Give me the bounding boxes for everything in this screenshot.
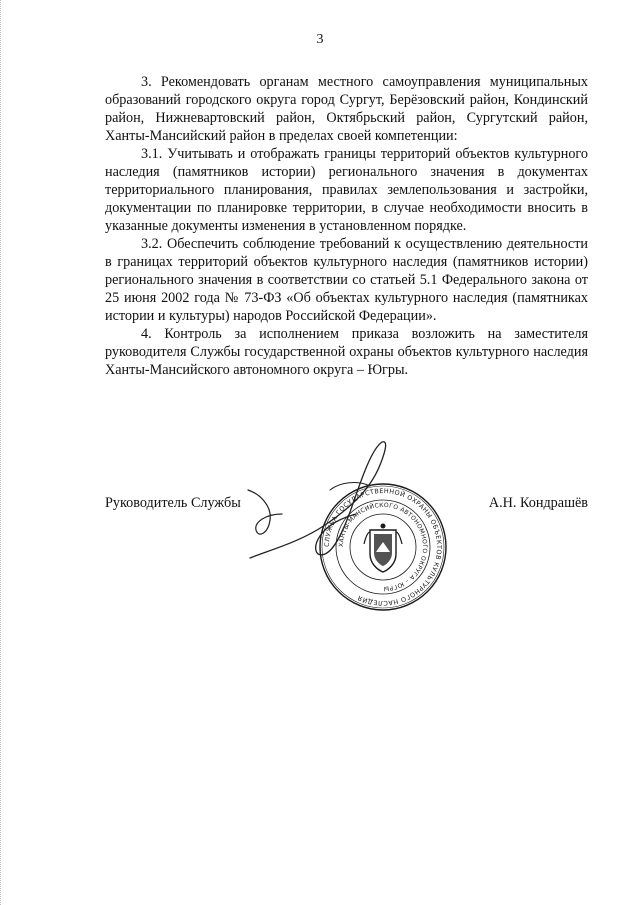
signatory-name: А.Н. Кондрашёв <box>488 495 588 511</box>
seal-inner-text: ХАНТЫ-МАНСИЙСКОГО АВТОНОМНОГО ОКРУГА – ЮГРЫ <box>337 501 429 593</box>
seal-outer-text: СЛУЖБА ГОСУДАРСТВЕННОЙ ОХРАНЫ ОБЪЕКТОВ КУЛЬТУРНОГО НАСЛЕДИЯ <box>322 486 444 608</box>
paragraph-4: 4. Контроль за исполнением приказа возложить на заместителя руководителя Службы государственной охраны объектов культурного наследия Ханты-Мансийского автономного округа – Югры. <box>105 326 588 378</box>
paragraph-3-2: 3.2. Обеспечить соблюдение требований к осуществлению деятельности в границах территорий объектов культурного наследия (памятников истории) регионального значения в соответствии со статьей 5.1 Федерального закона от 25 июня 2002 года № 73-ФЗ «Об объектах культурного наследия (памятниках истории и культуры) народов Российской Федерации». <box>105 236 588 324</box>
signatory-title: Руководитель Службы <box>105 495 241 511</box>
official-seal <box>318 482 448 612</box>
paragraph-3: 3. Рекомендовать органам местного самоуправления муниципальных образований городского округа город Сургут, Берёзовский район, Кондинский район, Нижневартовский район, Октябрьский район, Сургутский район, Ханты-Мансийский район в пределах своей компетенции: <box>105 74 588 144</box>
document-body <box>105 73 588 379</box>
paragraph-3-1: 3.1. Учитывать и отображать границы территорий объектов культурного наследия (памятников истории) регионального значения в документах территориального планирования, правилах землепользования и застройки, документации по планировке территории, в случае необходимости вносить в указанные документы изменения в установленном порядке. <box>105 146 588 234</box>
page-edge-marks <box>0 0 5 905</box>
coat-of-arms-icon <box>364 524 402 573</box>
page-number: 3 <box>316 32 324 47</box>
